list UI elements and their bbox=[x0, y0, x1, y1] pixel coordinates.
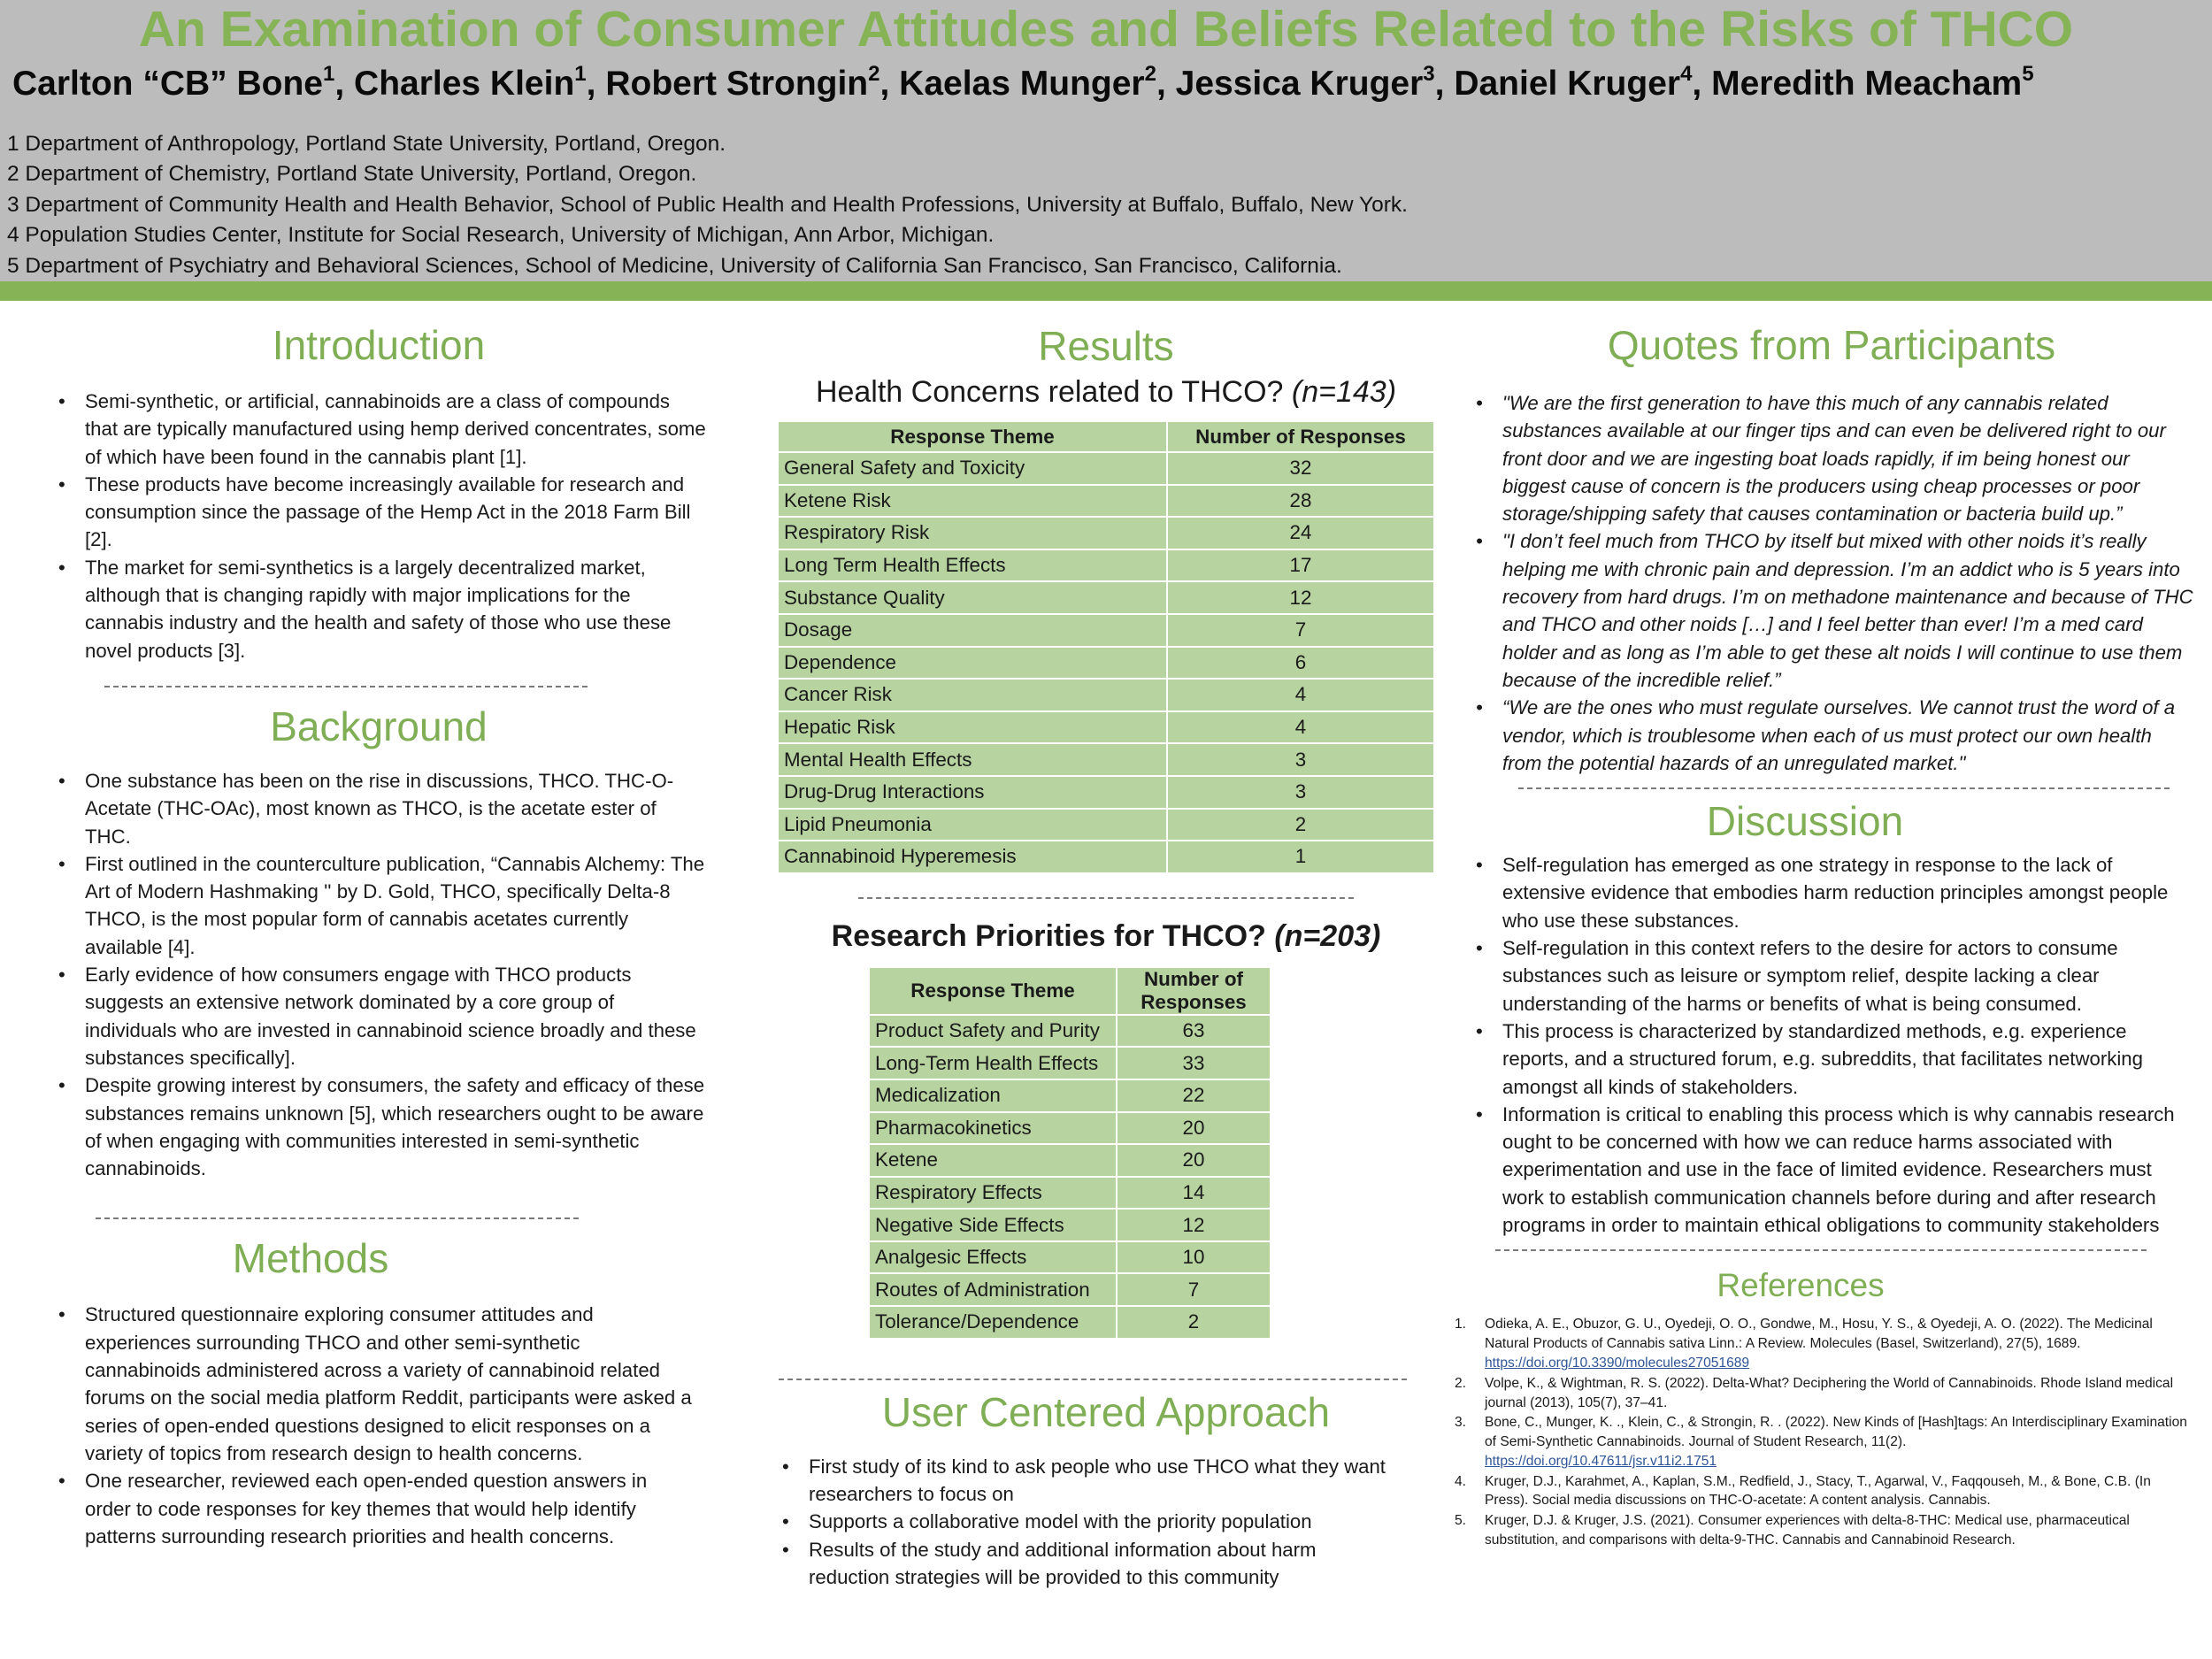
quotes-list bbox=[1469, 389, 2194, 777]
section-divider bbox=[858, 897, 1354, 899]
response-count-cell: 12 bbox=[1117, 1209, 1271, 1241]
left-column bbox=[51, 301, 706, 1550]
reference-text: Volpe, K., & Wightman, R. S. (2022). Delta-What? Deciphering the World of Cannabinoids. Rhode Island medical journal (2013), 105(7), 37–41. bbox=[1485, 1375, 2174, 1410]
response-count-cell: 6 bbox=[1167, 647, 1434, 680]
author-name: Jessica Kruger bbox=[1175, 65, 1424, 103]
author-affiliation-number: 2 bbox=[1144, 62, 1156, 86]
section-divider bbox=[779, 1379, 1407, 1380]
user-centered-title: User Centered Approach bbox=[881, 1388, 1331, 1435]
bullet-item: • Early evidence of how consumers engage with THCO products suggests an extensive network dominated by a core group of individuals who are invested in cannabinoid science broadly and these substances specifically]. bbox=[51, 961, 706, 1071]
methods-list bbox=[51, 1301, 697, 1550]
response-count-cell: 2 bbox=[1167, 809, 1434, 841]
table-row bbox=[778, 485, 1434, 518]
discussion-title: Discussion bbox=[1706, 798, 1904, 845]
response-theme-cell: Pharmacokinetics bbox=[869, 1112, 1117, 1145]
response-theme-cell: Dosage bbox=[778, 614, 1167, 647]
bullet-item: • One substance has been on the rise in discussions, THCO. THC-O-Acetate (THC-OAc), most known as THCO, is the acetate ester of THC. bbox=[51, 767, 706, 850]
bullet-item: • Semi-synthetic, or artificial, cannabinoids are a class of compounds that are typically manufactured using hemp derived concentrates, some of which have been found in the cannabis plant [1]. bbox=[51, 388, 706, 471]
affiliation-item: 4 Population Studies Center, Institute for Social Research, University of Michigan, Ann Arbor, Michigan. bbox=[7, 223, 995, 248]
response-theme-cell: Medicalization bbox=[869, 1079, 1117, 1112]
author-name: Kaelas Munger bbox=[899, 65, 1145, 103]
author-separator: , bbox=[879, 65, 900, 103]
table-row bbox=[778, 743, 1434, 776]
table-row bbox=[778, 776, 1434, 809]
response-count-cell: 28 bbox=[1167, 485, 1434, 518]
table-row bbox=[778, 711, 1434, 744]
author-name: Robert Strongin bbox=[605, 65, 869, 103]
reference-item bbox=[1455, 1511, 2189, 1550]
table-row bbox=[778, 549, 1434, 582]
table-row bbox=[869, 1209, 1271, 1241]
table-row bbox=[869, 1241, 1271, 1274]
bullet-item: • Results of the study and additional information about harm reduction strategies will be provided to this community bbox=[775, 1536, 1389, 1592]
reference-text: Bone, C., Munger, K. ., Klein, C., & Strongin, R. . (2022). New Kinds of [Hash]tags: An Interdisciplinary Examination of Semi-Synthetic Cannabinoids. Journal of Student Research, 11(2). bbox=[1485, 1415, 2187, 1450]
bullet-item: • First study of its kind to ask people who use THCO what they want researchers to focus on bbox=[775, 1453, 1389, 1509]
table-row bbox=[778, 647, 1434, 680]
affiliation-item: 3 Department of Community Health and Health Behavior, School of Public Health and Health Professions, University at Buffalo, Buffalo, New York. bbox=[7, 192, 1408, 217]
reference-link[interactable]: https://doi.org/10.3390/molecules27051689 bbox=[1485, 1355, 1750, 1371]
bullet-item: • Information is critical to enabling this process which is why cannabis research ought to be concerned with how we can reduce harms associated with experimentation and use in the face of limited evidence. Researchers must work to establish communication channels before during and after research programs in order to maintain ethical obligations to community stakeholders bbox=[1469, 1101, 2185, 1239]
reference-number: 5. bbox=[1455, 1513, 1467, 1529]
table-row bbox=[778, 517, 1434, 549]
reference-number: 1. bbox=[1455, 1317, 1467, 1333]
response-theme-cell: Drug-Drug Interactions bbox=[778, 776, 1167, 809]
reference-text: Kruger, D.J., Karahmet, A., Kaplan, S.M., Redfield, J., Stacy, T., Agarwal, V., Faqqouseh, M., & Bone, C.B. (In Press). Social media discussions on THC-O-acetate: A content analysis. Cannabis. bbox=[1485, 1473, 2151, 1509]
section-divider bbox=[96, 1217, 579, 1219]
table-row bbox=[869, 1273, 1271, 1306]
response-theme-cell: Substance Quality bbox=[778, 581, 1167, 614]
response-count-cell: 22 bbox=[1117, 1079, 1271, 1112]
bullet-item: • Self-regulation has emerged as one strategy in response to the lack of extensive evidence that embodies harm reduction principles amongst people who use these substances. bbox=[1469, 851, 2185, 934]
response-theme-cell: Cancer Risk bbox=[778, 679, 1167, 711]
user-centered-list bbox=[770, 1453, 1389, 1591]
affiliation-item: 1 Department of Anthropology, Portland State University, Portland, Oregon. bbox=[7, 132, 726, 156]
response-theme-cell: Routes of Administration bbox=[869, 1273, 1117, 1306]
background-title: Background bbox=[270, 703, 488, 749]
response-theme-cell: Dependence bbox=[778, 647, 1167, 680]
response-theme-cell: Cannabinoid Hyperemesis bbox=[778, 841, 1167, 873]
author-name: Meredith Meacham bbox=[1711, 65, 2023, 103]
response-theme-cell: Ketene bbox=[869, 1144, 1117, 1177]
background-list bbox=[51, 767, 706, 1182]
bullet-item: • First outlined in the counterculture publication, “Cannabis Alchemy: The Art of Modern Hashmaking '' by D. Gold, THCO, specifically Delta-8 THCO, is the most popular form of cannabis acetates currently available [4]. bbox=[51, 850, 706, 961]
author-separator: , bbox=[334, 65, 355, 103]
author-name: Carlton “CB” Bone bbox=[12, 65, 323, 103]
section-divider bbox=[104, 686, 588, 687]
response-theme-cell: Negative Side Effects bbox=[869, 1209, 1117, 1241]
response-theme-cell: Tolerance/Dependence bbox=[869, 1306, 1117, 1339]
response-count-cell: 63 bbox=[1117, 1015, 1271, 1048]
table-row bbox=[778, 581, 1434, 614]
response-theme-cell: Respiratory Risk bbox=[778, 517, 1167, 549]
reference-text: Odieka, A. E., Obuzor, G. U., Oyedeji, O. O., Gondwe, M., Hosu, Y. S., & Oyedeji, A. O. (2022). The Medicinal Natural Products of Cannabis sativa Linn.: A Review. Molecules (Basel, Switzerland), 27(5), 1689. bbox=[1485, 1317, 2153, 1352]
reference-item bbox=[1455, 1413, 2189, 1471]
table-row bbox=[869, 1144, 1271, 1177]
reference-link[interactable]: https://doi.org/10.47611/jsr.v11i2.1751 bbox=[1485, 1453, 1717, 1469]
response-theme-cell: Analgesic Effects bbox=[869, 1241, 1117, 1274]
header-divider-bar bbox=[0, 281, 2212, 301]
bullet-item: • "We are the first generation to have this much of any cannabis related substances available at our finger tips and can even be delivered right to our front door and we are ingesting boat loads rapidly, if im being honest our biggest cause of concern is the producers using cheap processes or poor storage/shipping safety that causes contamination or bacteria build up.” bbox=[1469, 389, 2194, 527]
response-count-cell: 4 bbox=[1167, 679, 1434, 711]
response-theme-cell: Long Term Health Effects bbox=[778, 549, 1167, 582]
affiliation-list bbox=[7, 129, 1408, 281]
response-count-cell: 3 bbox=[1167, 743, 1434, 776]
response-count-cell: 3 bbox=[1167, 776, 1434, 809]
reference-text: Kruger, D.J. & Kruger, J.S. (2021). Consumer experiences with delta-8-THC: Medical use, pharmaceutical substitution, and comparisons with delta-9-THC. Cannabis and Cannabinoid Research. bbox=[1485, 1513, 2130, 1548]
health-concerns-table bbox=[777, 420, 1435, 874]
response-count-cell: 2 bbox=[1117, 1306, 1271, 1339]
affiliation-item: 5 Department of Psychiatry and Behavioral Sciences, School of Medicine, University of California San Francisco, San Francisco, California. bbox=[7, 253, 1342, 278]
section-divider bbox=[1495, 1249, 2147, 1251]
table-row bbox=[869, 1079, 1271, 1112]
affiliation-item: 2 Department of Chemistry, Portland State University, Portland, Oregon. bbox=[7, 162, 697, 187]
bullet-item: • "I don’t feel much from THCO by itself but mixed with other noids it’s really helping me with chronic pain and depression. I’m an addict who is 5 years into recovery from hard drugs. I’m on methadone maintenance and because of THC and THCO and other noids […] and I feel better than ever! I’m a med card holder and as long as I’m able to get these alt noids I will continue to use them because of the incredible relief.” bbox=[1469, 527, 2194, 694]
research-priorities-table bbox=[868, 966, 1271, 1340]
right-column bbox=[1455, 301, 2194, 1551]
author-affiliation-number: 5 bbox=[2022, 62, 2034, 86]
table-header-theme: Response Theme bbox=[869, 967, 1117, 1015]
research-priorities-subtitle: Research Priorities for THCO? (n=203) bbox=[831, 918, 1381, 953]
author-affiliation-number: 4 bbox=[1680, 62, 1693, 86]
author-affiliation-number: 2 bbox=[868, 62, 880, 86]
table-row bbox=[778, 452, 1434, 485]
reference-number: 3. bbox=[1455, 1415, 1467, 1431]
middle-column bbox=[770, 301, 1442, 1591]
reference-number: 4. bbox=[1455, 1473, 1467, 1489]
author-list bbox=[12, 62, 2034, 106]
table-header-theme: Response Theme bbox=[778, 421, 1167, 452]
response-count-cell: 33 bbox=[1117, 1047, 1271, 1079]
table-row bbox=[869, 1177, 1271, 1210]
response-theme-cell: Product Safety and Purity bbox=[869, 1015, 1117, 1048]
table-header-count: Number of Responses bbox=[1167, 421, 1434, 452]
response-count-cell: 20 bbox=[1117, 1112, 1271, 1145]
response-count-cell: 12 bbox=[1167, 581, 1434, 614]
response-theme-cell: Long-Term Health Effects bbox=[869, 1047, 1117, 1079]
response-count-cell: 14 bbox=[1117, 1177, 1271, 1210]
response-count-cell: 4 bbox=[1167, 711, 1434, 744]
author-affiliation-number: 1 bbox=[574, 62, 587, 86]
health-concerns-subtitle: Health Concerns related to THCO? (n=143) bbox=[815, 375, 1397, 409]
response-count-cell: 7 bbox=[1117, 1273, 1271, 1306]
response-theme-cell: Lipid Pneumonia bbox=[778, 809, 1167, 841]
introduction-list bbox=[51, 388, 706, 664]
table-row bbox=[869, 1015, 1271, 1048]
response-count-cell: 1 bbox=[1167, 841, 1434, 873]
references-title: References bbox=[1717, 1267, 1885, 1304]
response-count-cell: 24 bbox=[1167, 517, 1434, 549]
bullet-item: • Despite growing interest by consumers, the safety and efficacy of these substances remains unknown [5], which researchers ought to be aware of when engaging with communities interested in semi-synthetic cannabinoids. bbox=[51, 1071, 706, 1182]
author-name: Charles Klein bbox=[354, 65, 575, 103]
author-separator: , bbox=[1156, 65, 1176, 103]
bullet-item: • These products have become increasingly available for research and consumption since the passage of the Hemp Act in the 2018 Farm Bill [2]. bbox=[51, 471, 706, 554]
author-separator: , bbox=[586, 65, 606, 103]
reference-item bbox=[1455, 1374, 2189, 1413]
response-count-cell: 10 bbox=[1117, 1241, 1271, 1274]
discussion-list bbox=[1469, 851, 2185, 1239]
bullet-item: • Supports a collaborative model with the priority population bbox=[775, 1508, 1389, 1535]
table-row bbox=[778, 614, 1434, 647]
bullet-item: • Self-regulation in this context refers to the desire for actors to consume substances such as leisure or symptom relief, despite lacking a clear understanding of the harms or benefits of what is being consumed. bbox=[1469, 934, 2185, 1018]
table-row bbox=[778, 679, 1434, 711]
bullet-item: • The market for semi-synthetics is a largely decentralized market, although that is changing rapidly with major implications for the cannabis industry and the health and safety of those who use these novel products [3]. bbox=[51, 554, 706, 664]
author-separator: , bbox=[1434, 65, 1455, 103]
references-list bbox=[1455, 1315, 2189, 1550]
reference-item bbox=[1455, 1472, 2189, 1511]
methods-title: Methods bbox=[232, 1235, 389, 1282]
bullet-item: • Structured questionnaire exploring consumer attitudes and experiences surrounding THCO and other semi-synthetic cannabinoids administered across a variety of cannabinoid related forums on the social media platform Reddit, participants were asked a series of open-ended questions designed to elicit responses on a variety of topics from research design to health concerns. bbox=[51, 1301, 697, 1467]
response-theme-cell: Respiratory Effects bbox=[869, 1177, 1117, 1210]
table-header-count: Number of Responses bbox=[1117, 967, 1271, 1015]
table-row bbox=[778, 841, 1434, 873]
response-theme-cell: General Safety and Toxicity bbox=[778, 452, 1167, 485]
results-title: Results bbox=[1038, 323, 1174, 369]
table-row bbox=[869, 1112, 1271, 1145]
introduction-title: Introduction bbox=[272, 322, 486, 368]
poster-header bbox=[0, 0, 2212, 281]
response-count-cell: 17 bbox=[1167, 549, 1434, 582]
table-row bbox=[869, 1047, 1271, 1079]
bullet-item: • One researcher, reviewed each open-ended question answers in order to code responses for key themes that would help identify patterns surrounding research priorities and health concerns. bbox=[51, 1467, 697, 1550]
bullet-item: • This process is characterized by standardized methods, e.g. experience reports, and a structured forum, e.g. subreddits, that facilitates networking amongst all kinds of stakeholders. bbox=[1469, 1018, 2185, 1101]
response-count-cell: 20 bbox=[1117, 1144, 1271, 1177]
response-count-cell: 7 bbox=[1167, 614, 1434, 647]
author-name: Daniel Kruger bbox=[1454, 65, 1681, 103]
author-affiliation-number: 1 bbox=[323, 62, 335, 86]
author-separator: , bbox=[1692, 65, 1712, 103]
section-divider bbox=[1518, 787, 2170, 789]
quotes-title: Quotes from Participants bbox=[1607, 322, 2056, 368]
reference-item bbox=[1455, 1315, 2189, 1372]
table-row bbox=[778, 809, 1434, 841]
response-theme-cell: Mental Health Effects bbox=[778, 743, 1167, 776]
response-count-cell: 32 bbox=[1167, 452, 1434, 485]
author-affiliation-number: 3 bbox=[1423, 62, 1435, 86]
response-theme-cell: Ketene Risk bbox=[778, 485, 1167, 518]
reference-number: 2. bbox=[1455, 1375, 1467, 1391]
response-theme-cell: Hepatic Risk bbox=[778, 711, 1167, 744]
table-row bbox=[869, 1306, 1271, 1339]
bullet-item: • “We are the ones who must regulate ourselves. We cannot trust the word of a vendor, which is troublesome when each of us must protect our own health from the potential hazards of an unregulated market." bbox=[1469, 694, 2194, 777]
poster-title: An Examination of Consumer Attitudes and Beliefs Related to the Risks of THCO bbox=[138, 1, 2074, 58]
